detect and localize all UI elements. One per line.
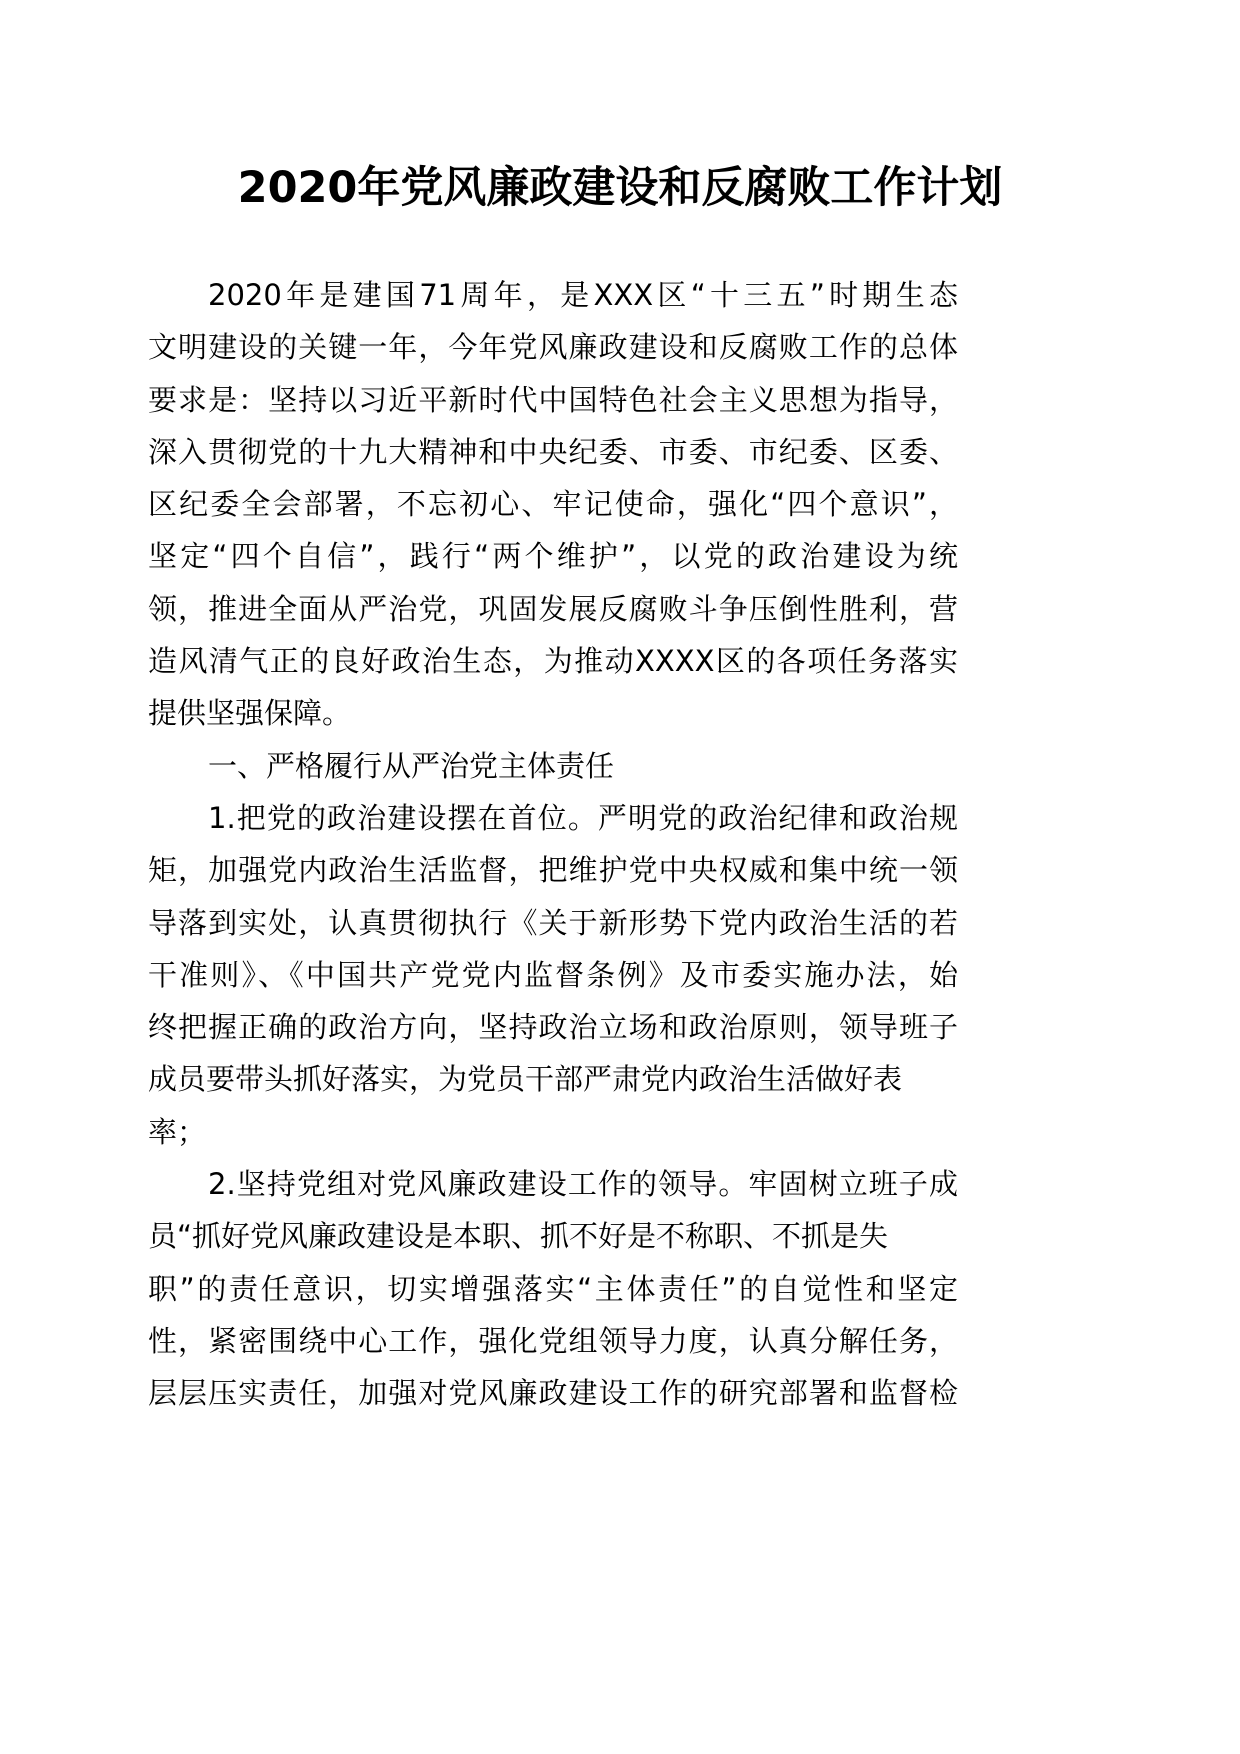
text-line: 文明建设的关键一年，今年党风廉政建设和反腐败工作的总体 bbox=[148, 330, 958, 365]
text-line: 率； bbox=[148, 1114, 207, 1149]
text-line: 造风清气正的良好政治生态，为推动XXXX区的各项任务落实 bbox=[148, 644, 958, 679]
text-line: 矩，加强党内政治生活监督，把维护党中央权威和集中统一领 bbox=[148, 853, 958, 888]
text-line: 要求是：坚持以习近平新时代中国特色社会主义思想为指导， bbox=[148, 382, 958, 417]
paragraph-item-2 bbox=[148, 1158, 958, 1419]
text-line: 坚定“四个自信”，践行“两个维护”，以党的政治建设为统 bbox=[148, 539, 958, 574]
paragraph-intro bbox=[148, 269, 958, 740]
document-title: 2020年党风廉政建设和反腐败工作计划 bbox=[237, 163, 1003, 213]
section-heading bbox=[148, 740, 958, 792]
paragraph-item-1 bbox=[148, 792, 958, 1158]
document-body bbox=[148, 269, 958, 1420]
text-line: 导落到实处，认真贯彻执行《关于新形势下党内政治生活的若 bbox=[148, 905, 958, 940]
text-line: 2.坚持党组对党风廉政建设工作的领导。牢固树立班子成 bbox=[208, 1167, 958, 1202]
text-line: 终把握正确的政治方向，坚持政治立场和政治原则，领导班子 bbox=[148, 1010, 958, 1045]
text-line: 提供坚强保障。 bbox=[148, 696, 352, 731]
text-line: 2020年是建国71周年，是XXX区“十三五”时期生态 bbox=[208, 278, 958, 312]
text-line: 层层压实责任，加强对党风廉政建设工作的研究部署和监督检 bbox=[148, 1376, 958, 1411]
text-line: 区纪委全会部署，不忘初心、牢记使命，强化“四个意识”， bbox=[148, 487, 958, 522]
text-line: 1.把党的政治建设摆在首位。严明党的政治纪律和政治规 bbox=[208, 800, 958, 835]
text-line: 干准则》、《中国共产党党内监督条例》及市委实施办法，始 bbox=[148, 957, 958, 992]
text-line: 性，紧密围绕中心工作，强化党组领导力度，认真分解任务， bbox=[148, 1323, 958, 1358]
text-line: 领，推进全面从严治党，巩固发展反腐败斗争压倒性胜利，营 bbox=[148, 591, 958, 626]
text-line: 职”的责任意识，切实增强落实“主体责任”的自觉性和坚定 bbox=[148, 1271, 958, 1306]
text-line: 员“抓好党风廉政建设是本职、抓不好是不称职、不抓是失 bbox=[148, 1219, 889, 1254]
heading-line: 一、严格履行从严治党主体责任 bbox=[208, 748, 615, 783]
text-line: 深入贯彻党的十九大精神和中央纪委、市委、市纪委、区委、 bbox=[148, 434, 958, 469]
text-line: 成员要带头抓好落实，为党员干部严肃党内政治生活做好表 bbox=[148, 1062, 903, 1097]
